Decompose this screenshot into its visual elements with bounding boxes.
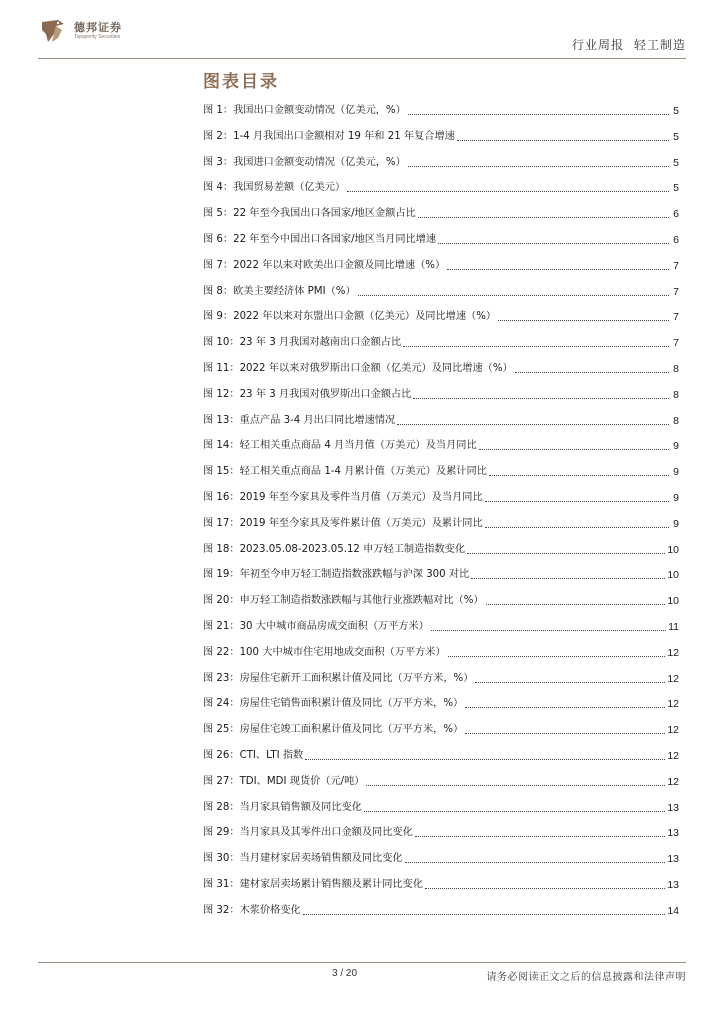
toc-entry-page: 12 — [667, 775, 679, 788]
toc-entry-label: 图 5：22 年至今我国出口各国家/地区金额占比 — [203, 208, 416, 220]
toc-entry-page: 7 — [673, 285, 679, 298]
toc-entry-page: 12 — [667, 749, 679, 762]
toc-entry[interactable] — [203, 336, 679, 362]
toc-entry-label: 图 31：建材家居卖场累计销售额及累计同比变化 — [203, 878, 423, 890]
toc-dot-leader — [397, 414, 669, 425]
toc-dot-leader — [413, 388, 669, 399]
toc-entry[interactable] — [203, 285, 679, 311]
toc-dot-leader — [418, 207, 669, 218]
toc-dot-leader — [485, 517, 669, 528]
toc-dot-leader — [364, 801, 665, 812]
toc-entry-label: 图 28：当月家具销售额及同比变化 — [203, 801, 362, 813]
toc-entry[interactable] — [203, 310, 679, 336]
toc-list — [203, 104, 679, 930]
toc-entry[interactable] — [203, 388, 679, 414]
brand-logo-icon — [38, 16, 68, 46]
toc-entry[interactable] — [203, 104, 679, 130]
toc-entry[interactable] — [203, 801, 679, 827]
toc-entry-page: 5 — [673, 182, 679, 195]
toc-entry-label: 图 8：欧美主要经济体 PMI（%） — [203, 285, 356, 297]
toc-entry[interactable] — [203, 852, 679, 878]
toc-entry-page: 5 — [673, 130, 679, 143]
toc-entry-page: 7 — [673, 259, 679, 272]
toc-entry-page: 13 — [667, 827, 679, 840]
toc-entry[interactable] — [203, 414, 679, 440]
header-category — [572, 36, 686, 53]
toc-entry[interactable] — [203, 646, 679, 672]
toc-dot-leader — [305, 749, 665, 760]
toc-dot-leader — [408, 104, 669, 115]
toc-entry-label: 图 21：30 大中城市商品房成交面积（万平方米） — [203, 620, 429, 632]
toc-entry-label: 图 27：TDI、MDI 现货价（元/吨） — [203, 775, 365, 787]
toc-dot-leader — [358, 285, 669, 296]
toc-entry-label: 图 32：木浆价格变化 — [203, 904, 301, 916]
toc-entry[interactable] — [203, 181, 679, 207]
toc-dot-leader — [465, 723, 665, 734]
toc-entry[interactable] — [203, 620, 679, 646]
toc-dot-leader — [475, 672, 665, 683]
toc-dot-leader — [448, 646, 666, 657]
toc-entry-label: 图 23：房屋住宅新开工面积累计值及同比（万平方米，%） — [203, 672, 474, 684]
toc-entry-label: 图 24：房屋住宅销售面积累计值及同比（万平方米，%） — [203, 698, 464, 710]
toc-dot-leader — [303, 904, 666, 915]
toc-entry-page: 12 — [667, 646, 679, 659]
toc-entry-label: 图 30：当月建材家居卖场销售额及同比变化 — [203, 853, 403, 865]
toc-entry-label: 图 6：22 年至今中国出口各国家/地区当月同比增速 — [203, 233, 437, 245]
toc-dot-leader — [425, 878, 665, 889]
toc-title: 图表目录 — [203, 72, 279, 92]
toc-entry[interactable] — [203, 723, 679, 749]
toc-entry-label: 图 4：我国贸易差额（亿美元） — [203, 182, 346, 194]
toc-entry[interactable] — [203, 156, 679, 182]
toc-dot-leader — [471, 568, 665, 579]
toc-entry-label: 图 16：2019 年至今家具及零件当月值（万美元）及当月同比 — [203, 491, 483, 503]
toc-entry-page: 5 — [673, 105, 679, 117]
brand-logo — [38, 16, 122, 46]
toc-dot-leader — [485, 491, 669, 502]
page-number: 3 / 20 — [332, 968, 358, 979]
toc-entry-label: 图 10：23 年 3 月我国对越南出口金额占比 — [203, 337, 402, 349]
toc-entry-page: 7 — [673, 311, 679, 324]
toc-entry[interactable] — [203, 878, 679, 904]
toc-dot-leader — [447, 259, 669, 270]
toc-dot-leader — [347, 181, 669, 192]
toc-entry-label: 图 25：房屋住宅竣工面积累计值及同比（万平方米，%） — [203, 724, 464, 736]
toc-dot-leader — [366, 775, 665, 786]
toc-dot-leader — [403, 336, 669, 347]
toc-dot-leader — [467, 543, 665, 554]
toc-entry-page: 6 — [673, 208, 679, 221]
toc-entry[interactable] — [203, 749, 679, 775]
toc-entry[interactable] — [203, 233, 679, 259]
toc-entry-page: 8 — [673, 414, 679, 427]
toc-entry[interactable] — [203, 826, 679, 852]
toc-entry[interactable] — [203, 465, 679, 491]
toc-entry-page: 9 — [673, 517, 679, 530]
toc-entry[interactable] — [203, 594, 679, 620]
toc-entry-page: 7 — [673, 337, 679, 350]
toc-dot-leader — [431, 620, 666, 631]
toc-entry[interactable] — [203, 130, 679, 156]
toc-entry-page: 11 — [668, 620, 679, 633]
toc-entry[interactable] — [203, 362, 679, 388]
toc-entry-label: 图 18：2023.05.08-2023.05.12 申万轻工制造指数变化 — [203, 543, 466, 555]
toc-entry-label: 图 29：当月家具及其零件出口金额及同比变化 — [203, 827, 413, 839]
toc-entry-page: 13 — [667, 853, 679, 866]
toc-entry-label: 图 9：2022 年以来对东盟出口金额（亿美元）及同比增速（%） — [203, 311, 497, 323]
toc-entry-label: 图 22：100 大中城市住宅用地成交面积（万平方米） — [203, 646, 446, 658]
toc-entry-label: 图 1：我国出口金额变动情况（亿美元，%） — [203, 105, 406, 116]
toc-entry-page: 6 — [673, 233, 679, 246]
toc-entry-page: 5 — [673, 156, 679, 169]
legal-disclaimer: 请务必阅读正文之后的信息披露和法律声明 — [486, 972, 686, 983]
toc-entry[interactable] — [203, 568, 679, 594]
toc-entry-page: 10 — [667, 569, 679, 582]
toc-entry-label: 图 2：1-4 月我国出口金额相对 19 年和 21 年复合增速 — [203, 130, 455, 142]
toc-entry-page: 13 — [667, 801, 679, 814]
toc-dot-leader — [489, 465, 669, 476]
toc-dot-leader — [479, 439, 669, 450]
toc-entry-page: 13 — [667, 878, 679, 891]
toc-entry-page: 9 — [673, 491, 679, 504]
brand-text — [74, 21, 122, 41]
toc-dot-leader — [415, 826, 666, 837]
footer-divider — [38, 962, 686, 963]
toc-entry-label: 图 20：申万轻工制造指数涨跌幅与其他行业涨跌幅对比（%） — [203, 595, 484, 607]
toc-entry[interactable] — [203, 543, 679, 569]
toc-dot-leader — [486, 594, 666, 605]
toc-dot-leader — [405, 852, 666, 863]
toc-entry-page: 8 — [673, 362, 679, 375]
toc-entry[interactable] — [203, 775, 679, 801]
toc-entry-label: 图 11：2022 年以来对俄罗斯出口金额（亿美元）及同比增速（%） — [203, 362, 513, 374]
report-type: 行业周报 — [571, 38, 624, 52]
toc-entry-label: 图 13：重点产品 3-4 月出口同比增速情况 — [203, 414, 396, 426]
toc-entry-page: 14 — [667, 904, 679, 917]
toc-entry-label: 图 7：2022 年以来对欧美出口金额及同比增速（%） — [203, 259, 446, 271]
toc-entry-page: 10 — [667, 543, 679, 556]
toc-dot-leader — [498, 310, 669, 321]
toc-entry[interactable] — [203, 491, 679, 517]
page-header — [38, 14, 686, 58]
toc-entry[interactable] — [203, 904, 679, 930]
toc-entry-label: 图 26：CTI、LTI 指数 — [203, 749, 304, 761]
toc-entry[interactable] — [203, 517, 679, 543]
toc-entry-page: 9 — [673, 466, 679, 479]
toc-entry-label: 图 15：轻工相关重点商品 1-4 月累计值（万美元）及累计同比 — [203, 466, 487, 478]
toc-entry-page: 12 — [667, 724, 679, 737]
industry-name: 轻工制造 — [633, 38, 686, 52]
brand-name-cn: 德邦证券 — [74, 21, 122, 34]
toc-entry-label: 图 14：轻工相关重点商品 4 月当月值（万美元）及当月同比 — [203, 440, 477, 452]
toc-entry-page: 12 — [667, 672, 679, 685]
toc-entry-label: 图 12：23 年 3 月我国对俄罗斯出口金额占比 — [203, 388, 412, 400]
toc-dot-leader — [408, 156, 669, 167]
header-divider — [38, 58, 686, 59]
toc-entry-page: 12 — [667, 698, 679, 711]
toc-entry-page: 9 — [673, 440, 679, 453]
toc-entry[interactable] — [203, 697, 679, 723]
toc-entry-page: 8 — [673, 388, 679, 401]
toc-entry[interactable] — [203, 259, 679, 285]
toc-entry-label: 图 17：2019 年至今家具及零件累计值（万美元）及累计同比 — [203, 517, 483, 529]
toc-entry[interactable] — [203, 439, 679, 465]
toc-dot-leader — [465, 697, 665, 708]
brand-name-en: Topsperity Securities — [74, 34, 121, 40]
toc-entry-label: 图 19：年初至今申万轻工制造指数涨跌幅与沪深 300 对比 — [203, 569, 470, 581]
toc-entry-label: 图 3：我国进口金额变动情况（亿美元，%） — [203, 156, 406, 168]
toc-dot-leader — [457, 130, 669, 141]
toc-dot-leader — [438, 233, 669, 244]
toc-dot-leader — [515, 362, 669, 373]
toc-entry[interactable] — [203, 207, 679, 233]
toc-entry-page: 10 — [667, 595, 679, 608]
toc-entry[interactable] — [203, 672, 679, 698]
